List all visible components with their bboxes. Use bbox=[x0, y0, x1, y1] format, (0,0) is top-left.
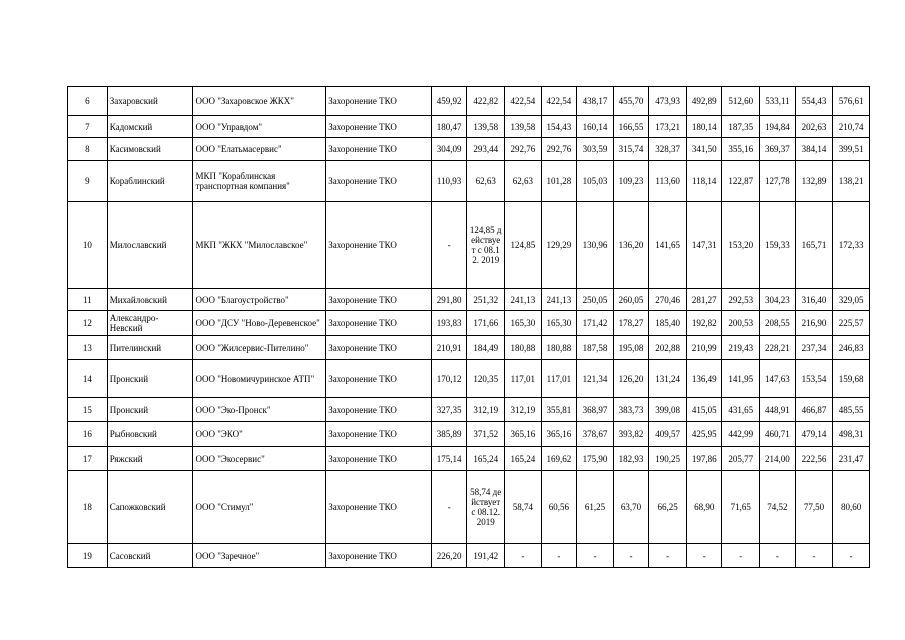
tariff-value-cell: 315,74 bbox=[613, 138, 649, 161]
row-number-cell: 13 bbox=[68, 336, 108, 360]
tariff-value-cell: 195,08 bbox=[613, 336, 649, 360]
activity-cell: Захоронение ТКО bbox=[326, 398, 432, 422]
row-number-cell: 8 bbox=[68, 138, 108, 161]
tariff-value-cell: 191,42 bbox=[467, 544, 505, 568]
tariff-value-cell: - bbox=[431, 471, 467, 544]
tariff-value-cell: 216,90 bbox=[795, 311, 833, 336]
district-cell: Пронский bbox=[107, 398, 193, 422]
tariff-value-cell: 147,31 bbox=[686, 202, 722, 289]
tariff-value-cell: 58,74 bbox=[505, 471, 542, 544]
tariff-value-cell: 466,87 bbox=[795, 398, 833, 422]
tariff-value-cell: 175,14 bbox=[431, 447, 467, 471]
organization-cell: ООО "Экосервис" bbox=[193, 447, 326, 471]
table-row bbox=[68, 336, 870, 360]
organization-cell: ООО "ЭКО" bbox=[193, 422, 326, 447]
tariff-value-cell: 214,00 bbox=[760, 447, 796, 471]
activity-cell: Захоронение ТКО bbox=[326, 289, 432, 311]
tariff-value-cell: 172,33 bbox=[833, 202, 870, 289]
activity-cell: Захоронение ТКО bbox=[326, 138, 432, 161]
tariff-value-cell: 194,84 bbox=[760, 116, 796, 138]
tariff-value-cell: 473,93 bbox=[649, 87, 687, 116]
tariff-value-cell: 498,31 bbox=[833, 422, 870, 447]
row-number-cell: 7 bbox=[68, 116, 108, 138]
tariff-value-cell: 226,20 bbox=[431, 544, 467, 568]
tariff-value-cell: 165,71 bbox=[795, 202, 833, 289]
district-cell: Сапожковский bbox=[107, 471, 193, 544]
tariff-value-cell: 187,58 bbox=[577, 336, 614, 360]
tariff-value-cell: 292,76 bbox=[541, 138, 577, 161]
tariff-value-cell: - bbox=[577, 544, 614, 568]
tariff-value-cell: 131,24 bbox=[649, 360, 687, 398]
tariff-value-cell: 208,55 bbox=[760, 311, 796, 336]
tariff-value-cell: 251,32 bbox=[467, 289, 505, 311]
tariff-value-cell: - bbox=[686, 544, 722, 568]
tariff-value-cell: 178,27 bbox=[613, 311, 649, 336]
tariff-table bbox=[67, 86, 870, 568]
tariff-value-cell: 121,34 bbox=[577, 360, 614, 398]
district-cell: Александро-Невский bbox=[107, 311, 193, 336]
tariff-value-cell: 329,05 bbox=[833, 289, 870, 311]
tariff-value-cell: 122,87 bbox=[722, 161, 760, 202]
tariff-value-cell: 117,01 bbox=[541, 360, 577, 398]
organization-cell: ООО "ДСУ "Ново-Деревенское" bbox=[193, 311, 326, 336]
tariff-value-cell: 173,21 bbox=[649, 116, 687, 138]
tariff-value-cell: 170,12 bbox=[431, 360, 467, 398]
tariff-value-cell: 197,86 bbox=[686, 447, 722, 471]
tariff-value-cell: 378,67 bbox=[577, 422, 614, 447]
tariff-value-cell: 399,51 bbox=[833, 138, 870, 161]
tariff-value-cell: - bbox=[649, 544, 687, 568]
organization-cell: ООО "Эко-Пронск" bbox=[193, 398, 326, 422]
tariff-value-cell: 118,14 bbox=[686, 161, 722, 202]
tariff-value-cell: 210,74 bbox=[833, 116, 870, 138]
tariff-value-cell: 533,11 bbox=[760, 87, 796, 116]
tariff-value-cell: 246,83 bbox=[833, 336, 870, 360]
activity-cell: Захоронение ТКО bbox=[326, 336, 432, 360]
tariff-value-cell: 409,57 bbox=[649, 422, 687, 447]
tariff-value-cell: 237,34 bbox=[795, 336, 833, 360]
tariff-value-cell: 460,71 bbox=[760, 422, 796, 447]
organization-cell: ООО "Стимул" bbox=[193, 471, 326, 544]
tariff-value-cell: 202,88 bbox=[649, 336, 687, 360]
tariff-value-cell: 281,27 bbox=[686, 289, 722, 311]
tariff-value-cell: 231,47 bbox=[833, 447, 870, 471]
district-cell: Ряжский bbox=[107, 447, 193, 471]
tariff-value-cell: 438,17 bbox=[577, 87, 614, 116]
tariff-value-cell: 110,93 bbox=[431, 161, 467, 202]
table-row bbox=[68, 202, 870, 289]
district-cell: Милославский bbox=[107, 202, 193, 289]
activity-cell: Захоронение ТКО bbox=[326, 116, 432, 138]
tariff-value-cell: 141,65 bbox=[649, 202, 687, 289]
row-number-cell: 16 bbox=[68, 422, 108, 447]
organization-cell: МКП "ЖКХ "Милославское" bbox=[193, 202, 326, 289]
tariff-value-cell: 71,65 bbox=[722, 471, 760, 544]
activity-cell: Захоронение ТКО bbox=[326, 544, 432, 568]
tariff-value-cell: 136,49 bbox=[686, 360, 722, 398]
organization-cell: ООО "Управдом" bbox=[193, 116, 326, 138]
table-row bbox=[68, 116, 870, 138]
tariff-value-cell: 101,28 bbox=[541, 161, 577, 202]
organization-cell: ООО "Новомичуринское АТП" bbox=[193, 360, 326, 398]
table-row bbox=[68, 398, 870, 422]
activity-cell: Захоронение ТКО bbox=[326, 447, 432, 471]
tariff-value-cell: 327,35 bbox=[431, 398, 467, 422]
row-number-cell: 11 bbox=[68, 289, 108, 311]
tariff-value-cell: 190,25 bbox=[649, 447, 687, 471]
tariff-value-cell: 422,82 bbox=[467, 87, 505, 116]
tariff-value-cell: 61,25 bbox=[577, 471, 614, 544]
tariff-value-cell: 166,55 bbox=[613, 116, 649, 138]
tariff-value-cell: 132,89 bbox=[795, 161, 833, 202]
tariff-value-cell: 422,54 bbox=[505, 87, 542, 116]
tariff-value-cell: 365,16 bbox=[505, 422, 542, 447]
tariff-value-cell: 383,73 bbox=[613, 398, 649, 422]
tariff-value-cell: - bbox=[833, 544, 870, 568]
tariff-value-cell: 292,53 bbox=[722, 289, 760, 311]
activity-cell: Захоронение ТКО bbox=[326, 360, 432, 398]
tariff-value-cell: 384,14 bbox=[795, 138, 833, 161]
tariff-value-cell: 153,20 bbox=[722, 202, 760, 289]
row-number-cell: 17 bbox=[68, 447, 108, 471]
tariff-value-cell: 105,03 bbox=[577, 161, 614, 202]
tariff-value-cell: - bbox=[760, 544, 796, 568]
tariff-value-cell: 68,90 bbox=[686, 471, 722, 544]
tariff-value-cell: 385,89 bbox=[431, 422, 467, 447]
table-row bbox=[68, 544, 870, 568]
tariff-value-cell: 109,23 bbox=[613, 161, 649, 202]
table-row bbox=[68, 138, 870, 161]
district-cell: Михайловский bbox=[107, 289, 193, 311]
tariff-value-cell: 74,52 bbox=[760, 471, 796, 544]
tariff-value-cell: - bbox=[505, 544, 542, 568]
tariff-value-cell: 113,60 bbox=[649, 161, 687, 202]
tariff-value-cell: 129,29 bbox=[541, 202, 577, 289]
tariff-value-cell: 365,16 bbox=[541, 422, 577, 447]
row-number-cell: 15 bbox=[68, 398, 108, 422]
tariff-value-cell: 62,63 bbox=[505, 161, 542, 202]
tariff-value-cell: - bbox=[613, 544, 649, 568]
tariff-value-cell: 312,19 bbox=[467, 398, 505, 422]
tariff-value-cell: 222,56 bbox=[795, 447, 833, 471]
activity-cell: Захоронение ТКО bbox=[326, 471, 432, 544]
tariff-value-cell: 124,85 действует с 08.12. 2019 bbox=[467, 202, 505, 289]
tariff-value-cell: 291,80 bbox=[431, 289, 467, 311]
row-number-cell: 14 bbox=[68, 360, 108, 398]
tariff-value-cell: 147,63 bbox=[760, 360, 796, 398]
tariff-value-cell: 136,20 bbox=[613, 202, 649, 289]
tariff-value-cell: 159,33 bbox=[760, 202, 796, 289]
tariff-value-cell: 141,95 bbox=[722, 360, 760, 398]
tariff-value-cell: 193,83 bbox=[431, 311, 467, 336]
tariff-value-cell: 139,58 bbox=[505, 116, 542, 138]
tariff-value-cell: 393,82 bbox=[613, 422, 649, 447]
organization-cell: ООО "Жилсервис-Пителино" bbox=[193, 336, 326, 360]
activity-cell: Захоронение ТКО bbox=[326, 161, 432, 202]
tariff-value-cell: 180,47 bbox=[431, 116, 467, 138]
tariff-value-cell: 159,68 bbox=[833, 360, 870, 398]
tariff-value-cell: 192,82 bbox=[686, 311, 722, 336]
table-row bbox=[68, 161, 870, 202]
district-cell: Сасовский bbox=[107, 544, 193, 568]
tariff-value-cell: - bbox=[431, 202, 467, 289]
tariff-value-cell: 455,70 bbox=[613, 87, 649, 116]
tariff-value-cell: - bbox=[722, 544, 760, 568]
tariff-value-cell: 225,57 bbox=[833, 311, 870, 336]
tariff-value-cell: 165,24 bbox=[467, 447, 505, 471]
tariff-value-cell: 60,56 bbox=[541, 471, 577, 544]
tariff-value-cell: 77,50 bbox=[795, 471, 833, 544]
tariff-value-cell: 62,63 bbox=[467, 161, 505, 202]
tariff-value-cell: 448,91 bbox=[760, 398, 796, 422]
tariff-value-cell: 175,90 bbox=[577, 447, 614, 471]
activity-cell: Захоронение ТКО bbox=[326, 87, 432, 116]
tariff-value-cell: 371,52 bbox=[467, 422, 505, 447]
tariff-value-cell: 184,49 bbox=[467, 336, 505, 360]
table-row bbox=[68, 360, 870, 398]
tariff-value-cell: 165,24 bbox=[505, 447, 542, 471]
tariff-value-cell: 260,05 bbox=[613, 289, 649, 311]
district-cell: Рыбновский bbox=[107, 422, 193, 447]
row-number-cell: 9 bbox=[68, 161, 108, 202]
tariff-value-cell: 153,54 bbox=[795, 360, 833, 398]
tariff-value-cell: 492,89 bbox=[686, 87, 722, 116]
activity-cell: Захоронение ТКО bbox=[326, 422, 432, 447]
activity-cell: Захоронение ТКО bbox=[326, 202, 432, 289]
tariff-value-cell: 180,14 bbox=[686, 116, 722, 138]
tariff-value-cell: 138,21 bbox=[833, 161, 870, 202]
table-row bbox=[68, 87, 870, 116]
district-cell: Кадомский bbox=[107, 116, 193, 138]
row-number-cell: 10 bbox=[68, 202, 108, 289]
table-row bbox=[68, 422, 870, 447]
tariff-value-cell: 355,16 bbox=[722, 138, 760, 161]
tariff-value-cell: 425,95 bbox=[686, 422, 722, 447]
tariff-value-cell: 304,09 bbox=[431, 138, 467, 161]
tariff-value-cell: 442,99 bbox=[722, 422, 760, 447]
tariff-value-cell: 182,93 bbox=[613, 447, 649, 471]
tariff-value-cell: 368,97 bbox=[577, 398, 614, 422]
tariff-value-cell: 312,19 bbox=[505, 398, 542, 422]
tariff-value-cell: 415,05 bbox=[686, 398, 722, 422]
tariff-value-cell: 250,05 bbox=[577, 289, 614, 311]
organization-cell: ООО "Захаровское ЖКХ" bbox=[193, 87, 326, 116]
tariff-value-cell: 205,77 bbox=[722, 447, 760, 471]
tariff-value-cell: 124,85 bbox=[505, 202, 542, 289]
tariff-value-cell: 293,44 bbox=[467, 138, 505, 161]
tariff-value-cell: 185,40 bbox=[649, 311, 687, 336]
row-number-cell: 19 bbox=[68, 544, 108, 568]
tariff-value-cell: 202,63 bbox=[795, 116, 833, 138]
tariff-value-cell: 485,55 bbox=[833, 398, 870, 422]
tariff-value-cell: 171,66 bbox=[467, 311, 505, 336]
tariff-value-cell: 126,20 bbox=[613, 360, 649, 398]
tariff-value-cell: 180,88 bbox=[541, 336, 577, 360]
tariff-value-cell: - bbox=[541, 544, 577, 568]
tariff-value-cell: 127,78 bbox=[760, 161, 796, 202]
tariff-value-cell: 187,35 bbox=[722, 116, 760, 138]
tariff-value-cell: 241,13 bbox=[505, 289, 542, 311]
district-cell: Захаровский bbox=[107, 87, 193, 116]
tariff-value-cell: 80,60 bbox=[833, 471, 870, 544]
tariff-value-cell: 210,99 bbox=[686, 336, 722, 360]
tariff-value-cell: 63,70 bbox=[613, 471, 649, 544]
table-row bbox=[68, 289, 870, 311]
tariff-value-cell: 66,25 bbox=[649, 471, 687, 544]
tariff-value-cell: 241,13 bbox=[541, 289, 577, 311]
tariff-value-cell: 431,65 bbox=[722, 398, 760, 422]
organization-cell: ООО "Благоустройство" bbox=[193, 289, 326, 311]
tariff-value-cell: 355,81 bbox=[541, 398, 577, 422]
tariff-value-cell: 200,53 bbox=[722, 311, 760, 336]
district-cell: Касимовский bbox=[107, 138, 193, 161]
tariff-value-cell: 341,50 bbox=[686, 138, 722, 161]
tariff-value-cell: 169,62 bbox=[541, 447, 577, 471]
tariff-value-cell: 328,37 bbox=[649, 138, 687, 161]
tariff-value-cell: 304,23 bbox=[760, 289, 796, 311]
tariff-value-cell: 165,30 bbox=[541, 311, 577, 336]
tariff-value-cell: 228,21 bbox=[760, 336, 796, 360]
tariff-value-cell: 270,46 bbox=[649, 289, 687, 311]
tariff-value-cell: 139,58 bbox=[467, 116, 505, 138]
tariff-value-cell: 316,40 bbox=[795, 289, 833, 311]
tariff-value-cell: 160,14 bbox=[577, 116, 614, 138]
organization-cell: МКП "Кораблинская транспортная компания" bbox=[193, 161, 326, 202]
table-row bbox=[68, 471, 870, 544]
row-number-cell: 12 bbox=[68, 311, 108, 336]
tariff-value-cell: 554,43 bbox=[795, 87, 833, 116]
tariff-value-cell: 422,54 bbox=[541, 87, 577, 116]
organization-cell: ООО "Елатьмасервис" bbox=[193, 138, 326, 161]
tariff-value-cell: 369,37 bbox=[760, 138, 796, 161]
district-cell: Кораблинский bbox=[107, 161, 193, 202]
district-cell: Пителинский bbox=[107, 336, 193, 360]
row-number-cell: 6 bbox=[68, 87, 108, 116]
tariff-value-cell: 165,30 bbox=[505, 311, 542, 336]
tariff-value-cell: 576,61 bbox=[833, 87, 870, 116]
district-cell: Пронский bbox=[107, 360, 193, 398]
tariff-value-cell: 130,96 bbox=[577, 202, 614, 289]
row-number-cell: 18 bbox=[68, 471, 108, 544]
organization-cell: ООО "Заречное" bbox=[193, 544, 326, 568]
tariff-value-cell: 210,91 bbox=[431, 336, 467, 360]
tariff-value-cell: 303,59 bbox=[577, 138, 614, 161]
tariff-value-cell: 120,35 bbox=[467, 360, 505, 398]
tariff-value-cell: 117,01 bbox=[505, 360, 542, 398]
tariff-value-cell: 459,92 bbox=[431, 87, 467, 116]
tariff-value-cell: 292,76 bbox=[505, 138, 542, 161]
tariff-value-cell: - bbox=[795, 544, 833, 568]
table-row bbox=[68, 311, 870, 336]
activity-cell: Захоронение ТКО bbox=[326, 311, 432, 336]
tariff-value-cell: 512,60 bbox=[722, 87, 760, 116]
tariff-value-cell: 399,08 bbox=[649, 398, 687, 422]
table-row bbox=[68, 447, 870, 471]
tariff-value-cell: 58,74 действует с 08.12. 2019 bbox=[467, 471, 505, 544]
tariff-value-cell: 180,88 bbox=[505, 336, 542, 360]
tariff-value-cell: 154,43 bbox=[541, 116, 577, 138]
tariff-value-cell: 219,43 bbox=[722, 336, 760, 360]
tariff-value-cell: 479,14 bbox=[795, 422, 833, 447]
tariff-value-cell: 171,42 bbox=[577, 311, 614, 336]
